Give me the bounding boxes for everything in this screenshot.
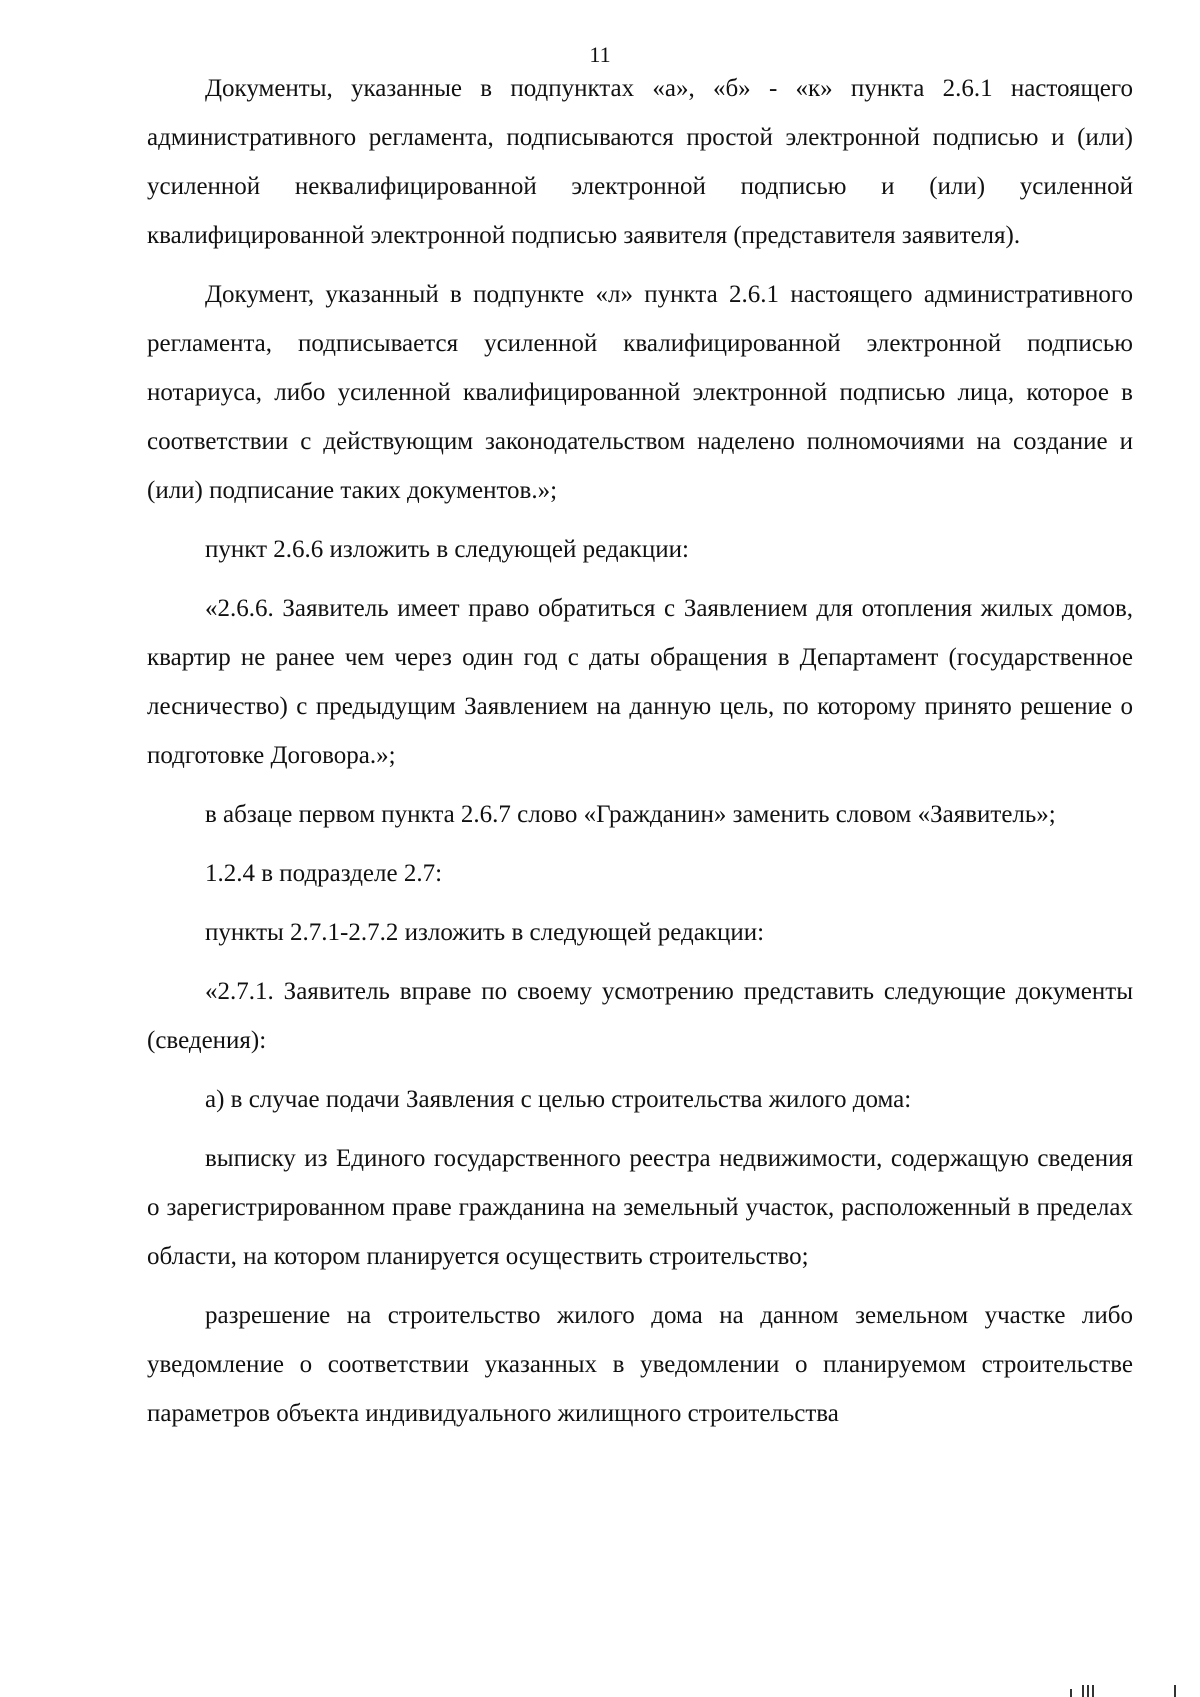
paragraph-egrn-extract: выписку из Единого государственного реестра недвижимости, содержащую сведения о зарегистрированном праве гражданина на земельный участок, расположенный в пределах области, на котором планируется осуществить строительство; [147,1145,1133,1270]
paragraph-signature-documents: Документы, указанные в подпунктах «а», «б» - «к» пункта 2.6.1 настоящего административного регламента, подписываются простой электронной подписью и (или) усиленной неквалифицированной электронной подписью и (или) усиленной квалифицированной электронной подписью заявителя (представителя заявителя). [147,75,1133,249]
document-body [147,64,1133,1448]
paragraph-item-2-6-7: в абзаце первом пункта 2.6.7 слово «Гражданин» заменить словом «Заявитель»; [205,801,1056,828]
page-number: 11 [589,42,611,67]
paragraph-item-2-6-6-intro: пункт 2.6.6 изложить в следующей редакции: [205,536,689,563]
paragraph-notary-signature: Документ, указанный в подпункте «л» пункта 2.6.1 настоящего административного регламента, подписывается усиленной квалифицированной электронной подписью нотариуса, либо усиленной квалифицированной электронной подписью лица, которое в соответствии с действующим законодательством наделено полномочиями на создание и (или) подписание таких документов.»; [147,281,1133,504]
paragraph-item-2-7-1: «2.7.1. Заявитель вправе по своему усмотрению представить следующие документы (сведения): [147,978,1133,1054]
paragraph-item-2-6-6: «2.6.6. Заявитель имеет право обратиться с Заявлением для отопления жилых домов, квартир не ранее чем через один год с даты обращения в Департамент (государственное лесничество) с предыдущим Заявлением на данную цель, по которому принято решение о подготовке Договора.»; [147,595,1133,769]
scan-artifact-marks [1056,1676,1200,1697]
paragraph-subitem-a: а) в случае подачи Заявления с целью строительства жилого дома: [205,1086,912,1113]
paragraph-items-2-7-1-2-7-2: пункты 2.7.1-2.7.2 изложить в следующей редакции: [205,919,765,946]
paragraph-building-permit: разрешение на строительство жилого дома на данном земельном участке либо уведомление о соответствии указанных в уведомлении о планируемом строительстве параметров объекта индивидуального жилищного строительства [147,1302,1133,1427]
paragraph-subsection-2-7: 1.2.4 в подразделе 2.7: [205,860,443,887]
